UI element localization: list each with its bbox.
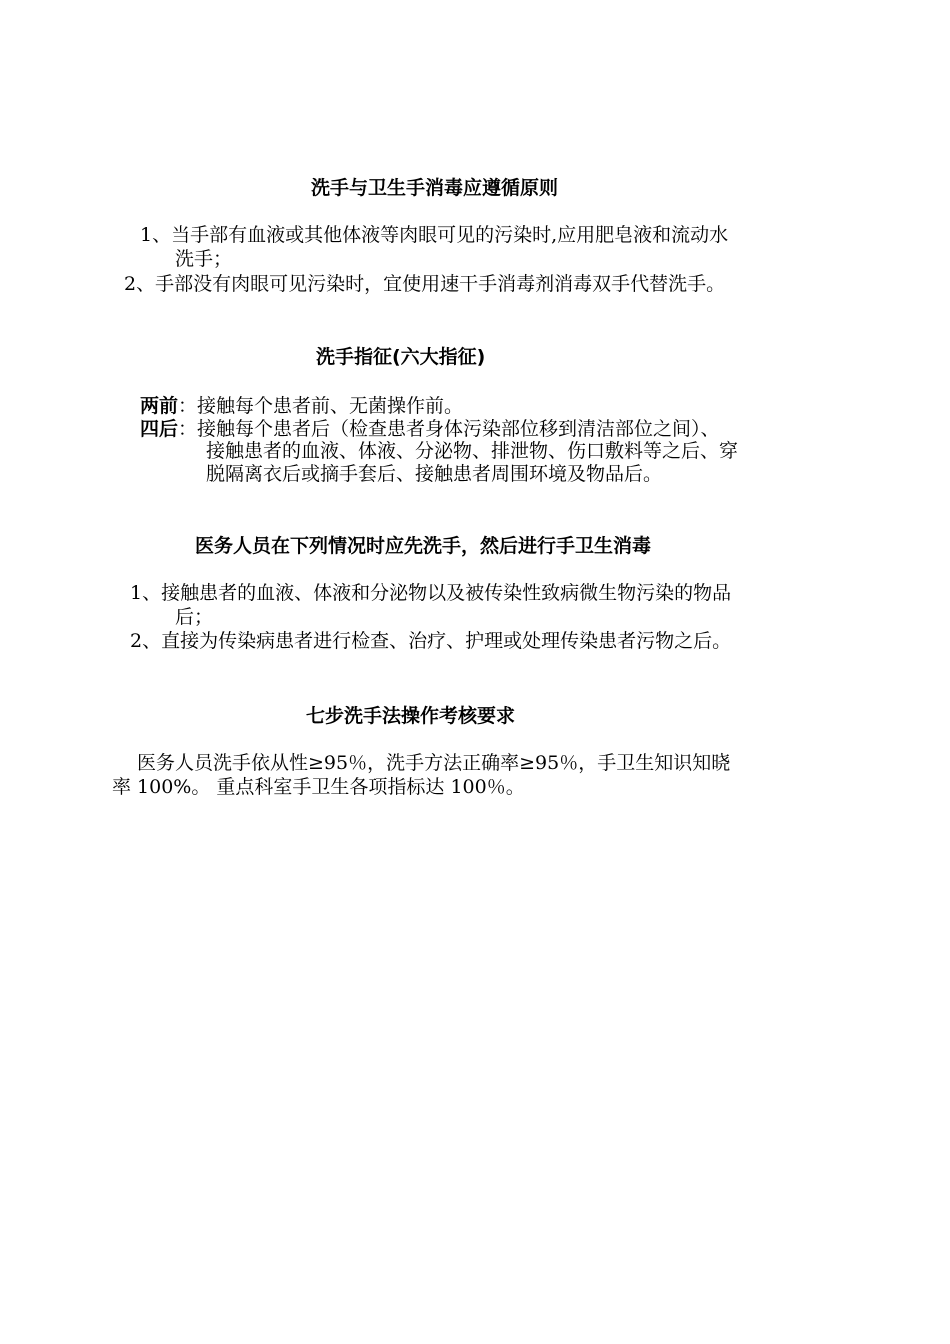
section-title-hand-washing-principles: 洗手与卫生手消毒应遵循原则 [311,177,559,199]
section-title-wash-then-disinfect: 医务人员在下列情况时应先洗手，然后进行手卫生消毒 [195,535,652,557]
principle-item-1-line-1: 1、当手部有血液或其他体液等肉眼可见的污染时,应用肥皂液和流动水 [140,224,729,246]
principle-item-2: 2、手部没有肉眼可见污染时，宜使用速干手消毒剂消毒双手代替洗手。 [124,273,726,295]
principle-item-1-line-2: 洗手； [175,248,233,270]
section-title-seven-step-assessment: 七步洗手法操作考核要求 [306,705,516,727]
section-title-hand-washing-indications: 洗手指征(六大指征) [316,346,486,368]
indication-after-line-2: 接触患者的血液、体液、分泌物、排泄物、伤口敷料等之后、穿 [206,440,739,462]
assessment-text-line-2: 率 100%。 重点科室手卫生各项指标达 100％。 [112,776,525,798]
assessment-text-line-1: 医务人员洗手依从性≥95％，洗手方法正确率≥95％，手卫生知识知晓 [137,752,731,774]
situation-item-2: 2、直接为传染病患者进行检查、治疗、护理或处理传染患者污物之后。 [130,630,732,652]
indication-before-label: 两前 [140,395,179,417]
indication-before-text: ：接触每个患者前、无菌操作前。 [178,395,464,417]
indication-after-line-1: ：接触每个患者后（检查患者身体污染部位移到清洁部位之间）、 [178,418,720,440]
situation-item-1-line-2: 后； [175,606,214,628]
indication-after-line-3: 脱隔离衣后或摘手套后、接触患者周围环境及物品后。 [206,463,663,485]
situation-item-1-line-1: 1、接触患者的血液、体液和分泌物以及被传染性致病微生物污染的物品 [130,582,732,604]
indication-after-label: 四后 [140,418,179,440]
